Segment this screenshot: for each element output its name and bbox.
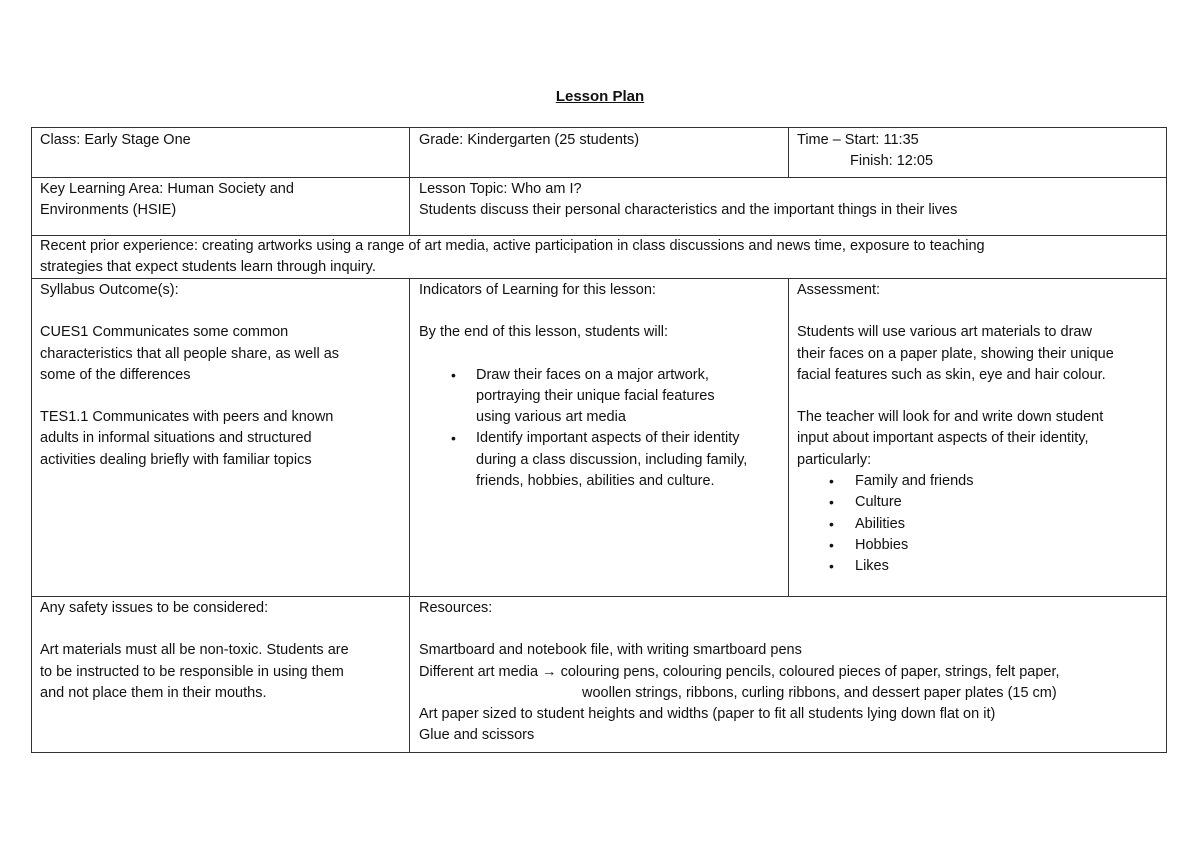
prior-experience-cell bbox=[40, 236, 1164, 279]
outcome-1-line: characteristics that all people share, as well as bbox=[40, 345, 340, 362]
list-item: • Hobbies bbox=[797, 535, 1163, 556]
resources-cell bbox=[419, 598, 1164, 747]
assessment-list bbox=[797, 471, 1163, 577]
assessment-para-2-line: particularly: bbox=[797, 451, 872, 468]
time-start: Time – Start: 11:35 bbox=[797, 132, 919, 148]
safety-line: and not place them in their mouths. bbox=[40, 684, 267, 701]
indicator-1-line: using various art media bbox=[476, 409, 626, 426]
grade-cell bbox=[419, 130, 781, 151]
safety-cell bbox=[40, 598, 402, 704]
topic-line-1: Lesson Topic: Who am I? bbox=[419, 181, 582, 197]
outcome-2-line: adults in informal situations and structured bbox=[40, 430, 312, 447]
resources-line: Glue and scissors bbox=[419, 727, 535, 744]
indicators-intro: By the end of this lesson, students will: bbox=[419, 324, 669, 341]
outcome-1-line: CUES1 Communicates some common bbox=[40, 324, 289, 341]
class-cell bbox=[40, 130, 402, 151]
assessment-para-1-line: facial features such as skin, eye and hair colour. bbox=[797, 366, 1106, 383]
indicator-2-line: friends, hobbies, abilities and culture. bbox=[476, 473, 715, 490]
class-label: Class: Early Stage One bbox=[40, 132, 191, 148]
resources-line: Different art media → colouring pens, colouring pencils, coloured pieces of paper, strings, felt paper, bbox=[419, 663, 1060, 680]
assessment-para-2-line: The teacher will look for and write down student bbox=[797, 409, 1104, 426]
topic-line-2: Students discuss their personal characteristics and the important things in their lives bbox=[419, 202, 958, 219]
list-item: • Family and friends bbox=[797, 471, 1163, 492]
list-item: • Likes bbox=[797, 556, 1163, 577]
col-divider-right-mid bbox=[788, 278, 789, 596]
col-divider-left-bottom bbox=[409, 278, 410, 752]
assessment-para-1-line: their faces on a paper plate, showing their unique bbox=[797, 345, 1114, 362]
outcome-2-line: activities dealing briefly with familiar topics bbox=[40, 451, 312, 468]
kla-line-1: Key Learning Area: Human Society and bbox=[40, 181, 294, 197]
syllabus-heading: Syllabus Outcome(s): bbox=[40, 282, 179, 298]
assessment-para-1-line: Students will use various art materials to draw bbox=[797, 324, 1092, 341]
resources-line: Smartboard and notebook file, with writing smartboard pens bbox=[419, 642, 802, 659]
prior-experience-line-1: Recent prior experience: creating artworks using a range of art media, active participation in class discussions and news time, exposure to teaching bbox=[40, 238, 985, 254]
assessment-cell bbox=[797, 280, 1163, 578]
grade-label: Grade: Kindergarten (25 students) bbox=[419, 132, 640, 148]
lesson-plan-table bbox=[31, 127, 1167, 753]
indicator-1-line: portraying their unique facial features bbox=[476, 387, 715, 404]
resources-heading: Resources: bbox=[419, 600, 493, 616]
syllabus-cell bbox=[40, 280, 402, 471]
assessment-heading: Assessment: bbox=[797, 282, 880, 298]
time-finish: Finish: 12:05 bbox=[850, 153, 934, 170]
safety-line: to be instructed to be responsible in using them bbox=[40, 663, 344, 680]
list-item: • Culture bbox=[797, 492, 1163, 513]
indicators-cell bbox=[419, 280, 781, 492]
indicator-1-line: • Draw their faces on a major artwork, bbox=[476, 366, 709, 383]
kla-cell bbox=[40, 179, 402, 222]
col-divider-right-top bbox=[788, 128, 789, 177]
safety-line: Art materials must all be non-toxic. Students are bbox=[40, 642, 349, 659]
prior-experience-line-2: strategies that expect students learn through inquiry. bbox=[40, 259, 376, 276]
resources-line: Art paper sized to student heights and widths (paper to fit all students lying down flat on it) bbox=[419, 706, 996, 723]
document-title: Lesson Plan bbox=[555, 88, 645, 105]
time-cell bbox=[797, 130, 1159, 173]
row-divider-4 bbox=[32, 596, 1166, 597]
topic-cell bbox=[419, 179, 1164, 222]
indicator-2-line: during a class discussion, including family, bbox=[476, 451, 748, 468]
safety-heading: Any safety issues to be considered: bbox=[40, 600, 269, 616]
list-item bbox=[419, 428, 781, 492]
indicator-2-line: • Identify important aspects of their identity bbox=[476, 430, 740, 447]
outcome-1-line: some of the differences bbox=[40, 366, 191, 383]
kla-line-2: Environments (HSIE) bbox=[40, 202, 177, 219]
col-divider-left-top bbox=[409, 128, 410, 235]
indicators-list bbox=[419, 365, 781, 493]
assessment-para-2-line: input about important aspects of their identity, bbox=[797, 430, 1089, 447]
indicators-heading: Indicators of Learning for this lesson: bbox=[419, 282, 656, 298]
row-divider-1 bbox=[32, 177, 1166, 178]
list-item: • Abilities bbox=[797, 514, 1163, 535]
outcome-2-line: TES1.1 Communicates with peers and known bbox=[40, 409, 334, 426]
list-item bbox=[419, 365, 781, 429]
resources-line: woollen strings, ribbons, curling ribbons, and dessert paper plates (15 cm) bbox=[582, 684, 1057, 701]
